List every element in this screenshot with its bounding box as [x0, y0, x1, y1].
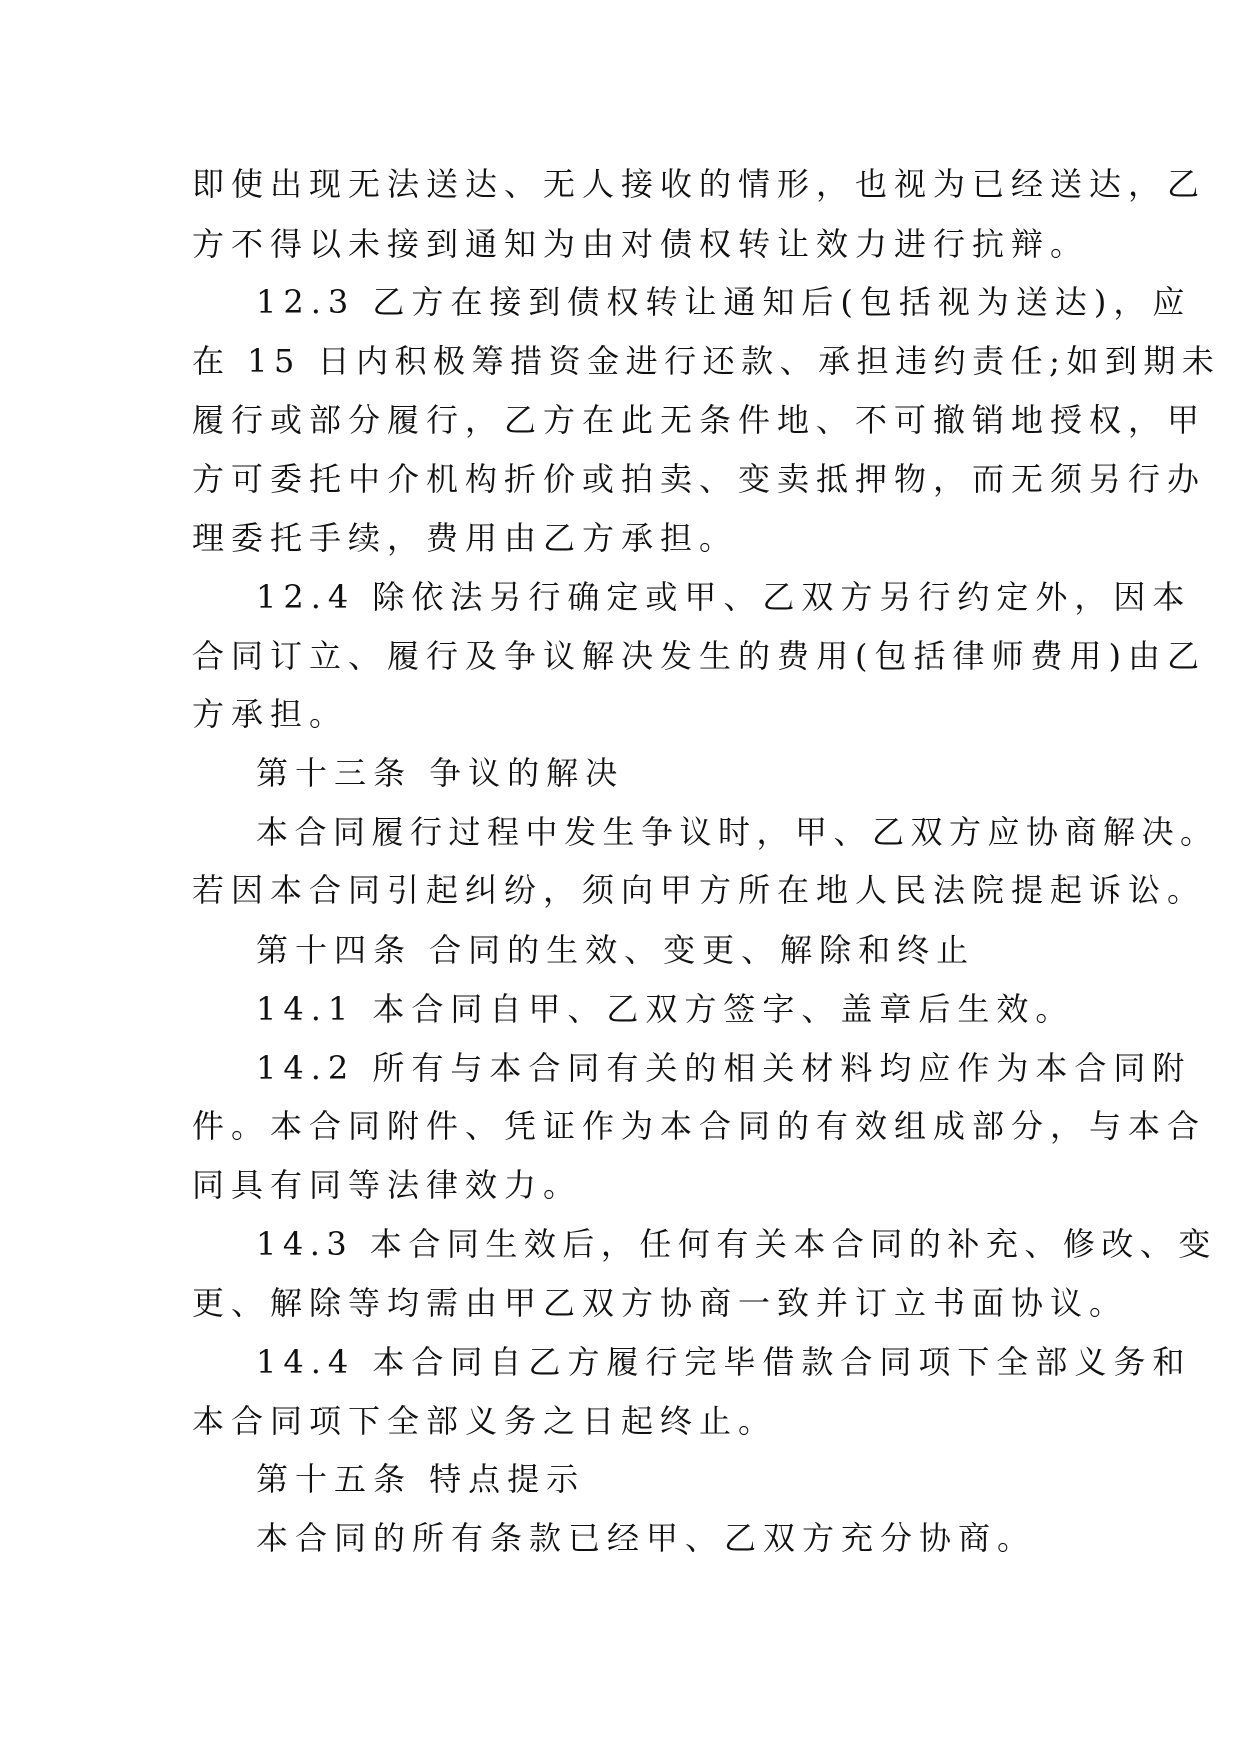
text-line: 同具有同等法律效力。	[192, 1166, 583, 1204]
text-line: 理委托手续，费用由乙方承担。	[192, 519, 739, 557]
text-line: 本合同项下全部义务之日起终止。	[192, 1402, 778, 1440]
article-14-heading: 第十四条 合同的生效、变更、解除和终止	[256, 931, 976, 969]
clause-14-3: 14.3 本合同生效后，任何有关本合同的补充、修改、变	[256, 1225, 1217, 1263]
clause-14-2: 14.2 所有与本合同有关的相关材料均应作为本合同附	[256, 1049, 1192, 1087]
text-line: 本合同的所有条款已经甲、乙双方充分协商。	[256, 1519, 1037, 1557]
clause-12-3: 12.3 乙方在接到债权转让通知后(包括视为送达)，应	[256, 283, 1192, 321]
clause-14-1: 14.1 本合同自甲、乙双方签字、盖章后生效。	[256, 990, 1075, 1028]
clause-14-4: 14.4 本合同自乙方履行完毕借款合同项下全部义务和	[256, 1343, 1192, 1381]
text-line: 方不得以未接到通知为由对债权转让效力进行抗辩。	[192, 225, 1090, 263]
article-13-heading: 第十三条 争议的解决	[256, 754, 625, 792]
text-line: 本合同履行过程中发生争议时，甲、乙双方应协商解决。	[256, 813, 1219, 851]
article-15-heading: 第十五条 特点提示	[256, 1460, 586, 1498]
text-line: 履行或部分履行，乙方在此无条件地、不可撤销地授权，甲	[192, 401, 1207, 439]
text-line: 即使出现无法送达、无人接收的情形，也视为已经送达，乙	[192, 165, 1207, 203]
text-line: 方可委托中介机构折价或拍卖、变卖抵押物，而无须另行办	[192, 460, 1207, 498]
text-line: 更、解除等均需由甲乙双方协商一致并订立书面协议。	[192, 1284, 1129, 1322]
clause-12-4: 12.4 除依法另行确定或甲、乙双方另行约定外，因本	[256, 578, 1192, 616]
text-line: 方承担。	[192, 695, 349, 733]
text-line: 件。本合同附件、凭证作为本合同的有效组成部分，与本合	[192, 1107, 1207, 1145]
text-line: 在 15 日内积极筹措资金进行还款、承担违约责任;如到期未	[192, 342, 1221, 380]
text-line: 若因本合同引起纠纷，须向甲方所在地人民法院提起诉讼。	[192, 871, 1207, 909]
text-line: 合同订立、履行及争议解决发生的费用(包括律师费用)由乙	[192, 637, 1206, 675]
